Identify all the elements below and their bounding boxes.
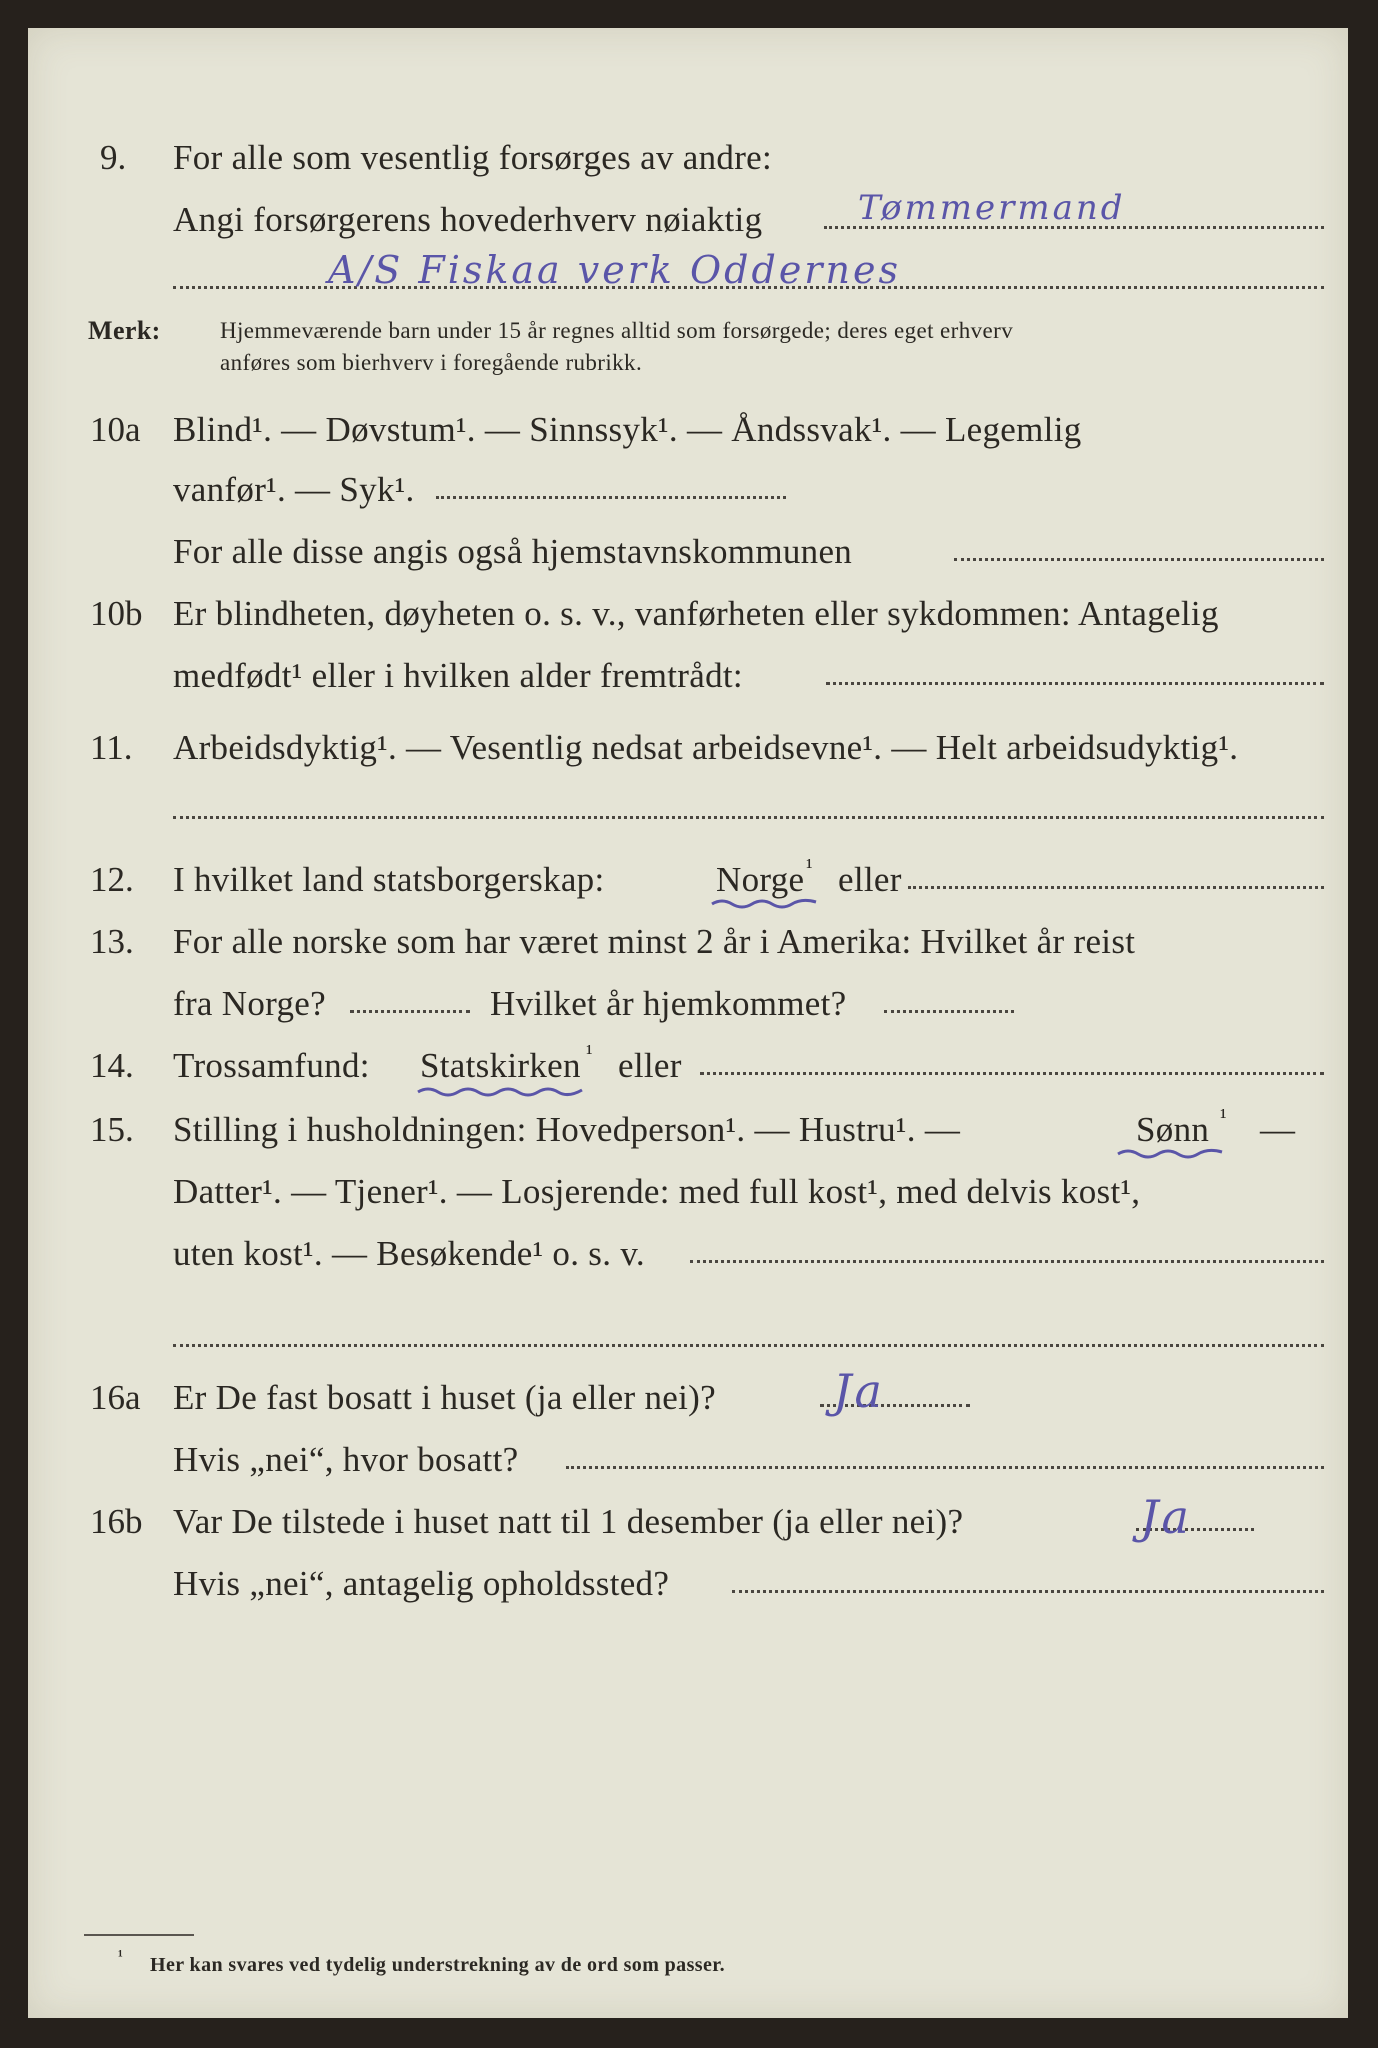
merk-line2: anføres som bierhverv i foregående rubrikk. bbox=[220, 350, 643, 375]
footnote-marker: ¹ bbox=[118, 1948, 124, 1965]
q9-handwritten-employer: A/S Fiskaa verk Oddernes bbox=[328, 248, 901, 292]
q13-line1: For alle norske som har været minst 2 år i Amerika: Hvilket år reist bbox=[173, 922, 1136, 961]
q14-footnote-mark: ¹ bbox=[586, 1040, 593, 1065]
q12-handwritten-underline bbox=[710, 896, 820, 912]
footnote-text: Her kan svares ved tydelig understrekning av de ord som passer. bbox=[150, 1954, 726, 1976]
q16b-opholdssted-line bbox=[732, 1590, 1324, 1593]
q15-number: 15. bbox=[90, 1110, 134, 1149]
q12-answer-line bbox=[908, 886, 1324, 889]
q13-hjemkommet-line bbox=[884, 1010, 1014, 1013]
q13-reist-line bbox=[350, 1010, 470, 1013]
footnote-rule bbox=[84, 1934, 194, 1936]
q14-suffix: eller bbox=[618, 1046, 682, 1085]
q12-option-norge: Norge bbox=[716, 860, 805, 899]
q10b-line1: Er blindheten, døyheten o. s. v., vanførheten eller sykdommen: Antagelig bbox=[173, 594, 1219, 633]
q9-line2: Angi forsørgerens hovederhverv nøiaktig bbox=[173, 200, 763, 239]
q16a-bosatt-line bbox=[566, 1466, 1324, 1469]
q10b-answer-line bbox=[826, 682, 1324, 685]
q10a-line3: For alle disse angis også hjemstavnskommunen bbox=[173, 532, 853, 571]
census-form-page bbox=[28, 28, 1348, 2018]
q16b-handwritten-answer: Ja bbox=[1140, 1490, 1192, 1544]
q12-footnote-mark: ¹ bbox=[806, 854, 813, 879]
q14-answer-line bbox=[700, 1072, 1324, 1075]
q9-line1: For alle som vesentlig forsørges av andre: bbox=[173, 138, 773, 177]
q16a-number: 16a bbox=[90, 1378, 141, 1417]
q10b-number: 10b bbox=[90, 594, 143, 633]
q9-number: 9. bbox=[100, 138, 127, 177]
q15-footnote-mark: ¹ bbox=[1220, 1104, 1227, 1129]
q11-line1: Arbeidsdyktig¹. — Vesentlig nedsat arbeidsevne¹. — Helt arbeidsudyktig¹. bbox=[173, 728, 1239, 767]
q16a-line2: Hvis „nei“, hvor bosatt? bbox=[173, 1440, 519, 1479]
q10a-hjemstavn-line bbox=[954, 558, 1324, 561]
q13-line2a: fra Norge? bbox=[173, 984, 326, 1023]
q9-handwritten-occupation: Tømmermand bbox=[858, 188, 1126, 228]
q16a-handwritten-answer: Ja bbox=[833, 1364, 885, 1418]
q11-answer-line bbox=[173, 816, 1324, 819]
q15-answer-line-2 bbox=[173, 1344, 1324, 1347]
q12-number: 12. bbox=[90, 860, 134, 899]
q14-option-statskirken: Statskirken bbox=[420, 1046, 581, 1085]
q10a-syk-line bbox=[436, 496, 786, 499]
q15-handwritten-underline bbox=[1116, 1146, 1226, 1162]
merk-label: Merk: bbox=[88, 316, 161, 345]
q16b-line2: Hvis „nei“, antagelig opholdssted? bbox=[173, 1564, 670, 1603]
q16a-line1: Er De fast bosatt i huset (ja eller nei)? bbox=[173, 1378, 716, 1417]
q15-line1a: Stilling i husholdningen: Hovedperson¹. — Hustru¹. — bbox=[173, 1110, 961, 1149]
q13-number: 13. bbox=[90, 922, 134, 961]
q12-suffix: eller bbox=[838, 860, 902, 899]
q15-line3: uten kost¹. — Besøkende¹ o. s. v. bbox=[173, 1234, 645, 1273]
q14-handwritten-underline bbox=[416, 1084, 586, 1100]
q16b-line1: Var De tilstede i huset natt til 1 desember (ja eller nei)? bbox=[173, 1502, 964, 1541]
q14-number: 14. bbox=[90, 1046, 134, 1085]
q10a-line1: Blind¹. — Døvstum¹. — Sinnssyk¹. — Åndssvak¹. — Legemlig bbox=[173, 410, 1082, 449]
q10b-line2: medfødt¹ eller i hvilken alder fremtrådt: bbox=[173, 656, 743, 695]
q11-number: 11. bbox=[90, 728, 133, 767]
q14-prefix: Trossamfund: bbox=[173, 1046, 370, 1085]
q10a-number: 10a bbox=[90, 410, 141, 449]
q12-prefix: I hvilket land statsborgerskap: bbox=[173, 860, 605, 899]
q15-option-sonn: Sønn bbox=[1136, 1110, 1210, 1149]
q10a-line2: vanfør¹. — Syk¹. bbox=[173, 470, 415, 509]
merk-line1: Hjemmeværende barn under 15 år regnes alltid som forsørgede; deres eget erhverv bbox=[220, 318, 1014, 343]
q15-answer-line bbox=[690, 1260, 1324, 1263]
q16b-number: 16b bbox=[90, 1502, 143, 1541]
q13-line2b: Hvilket år hjemkommet? bbox=[490, 984, 847, 1023]
q15-line1c: — bbox=[1260, 1110, 1296, 1149]
q15-line2: Datter¹. — Tjener¹. — Losjerende: med full kost¹, med delvis kost¹, bbox=[173, 1172, 1141, 1211]
